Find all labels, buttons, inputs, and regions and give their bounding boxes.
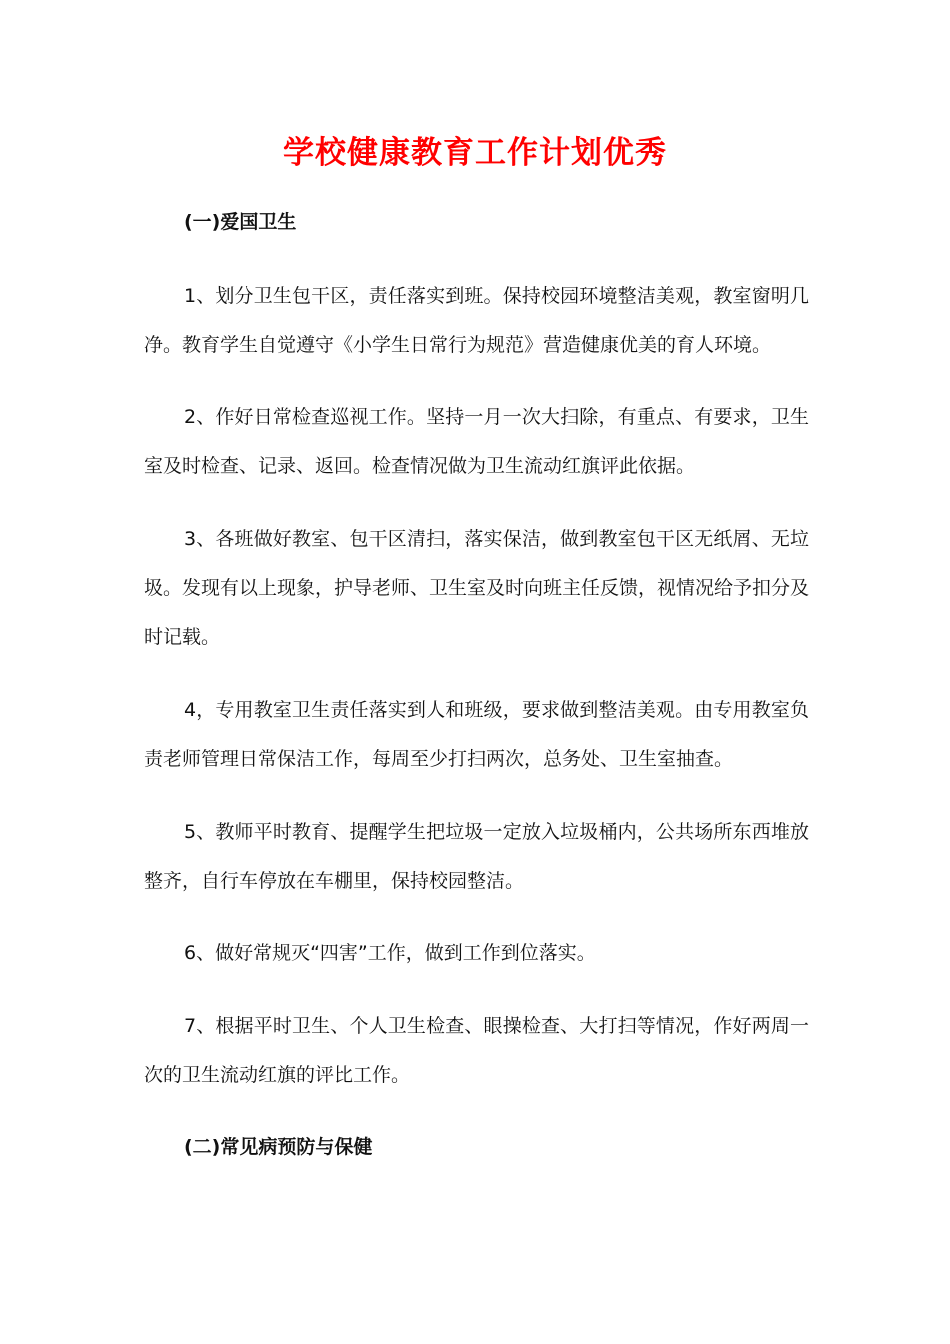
paragraph-item-5: 5、教师平时教育、提醒学生把垃圾一定放入垃圾桶内，公共场所东西堆放整齐，自行车停放在车棚里，保持校园整洁。	[144, 821, 809, 892]
document-title: 学校健康教育工作计划优秀	[283, 135, 667, 171]
section-heading-disease-prevention: (二)常见病预防与保健	[184, 1136, 373, 1158]
paragraph-item-2: 2、作好日常检查巡视工作。坚持一月一次大扫除，有重点、有要求，卫生室及时检查、记录、返回。检查情况做为卫生流动红旗评此依据。	[144, 406, 809, 477]
paragraph-item-6: 6、做好常规灭“四害”工作，做到工作到位落实。	[184, 942, 596, 964]
paragraph-item-3: 3、各班做好教室、包干区清扫，落实保洁，做到教室包干区无纸屑、无垃圾。发现有以上现象，护导老师、卫生室及时向班主任反馈，视情况给予扣分及时记载。	[144, 528, 810, 648]
paragraph-item-4: 4，专用教室卫生责任落实到人和班级，要求做到整洁美观。由专用教室负责老师管理日常保洁工作，每周至少打扫两次，总务处、卫生室抽查。	[144, 699, 809, 770]
paragraph-item-7: 7、根据平时卫生、个人卫生检查、眼操检查、大打扫等情况，作好两周一次的卫生流动红旗的评比工作。	[144, 1015, 809, 1086]
paragraph-item-1: 1、划分卫生包干区，责任落实到班。保持校园环境整洁美观，教室窗明几净。教育学生自觉遵守《小学生日常行为规范》营造健康优美的育人环境。	[144, 285, 809, 356]
section-heading-patriotic-hygiene: (一)爱国卫生	[184, 211, 297, 233]
